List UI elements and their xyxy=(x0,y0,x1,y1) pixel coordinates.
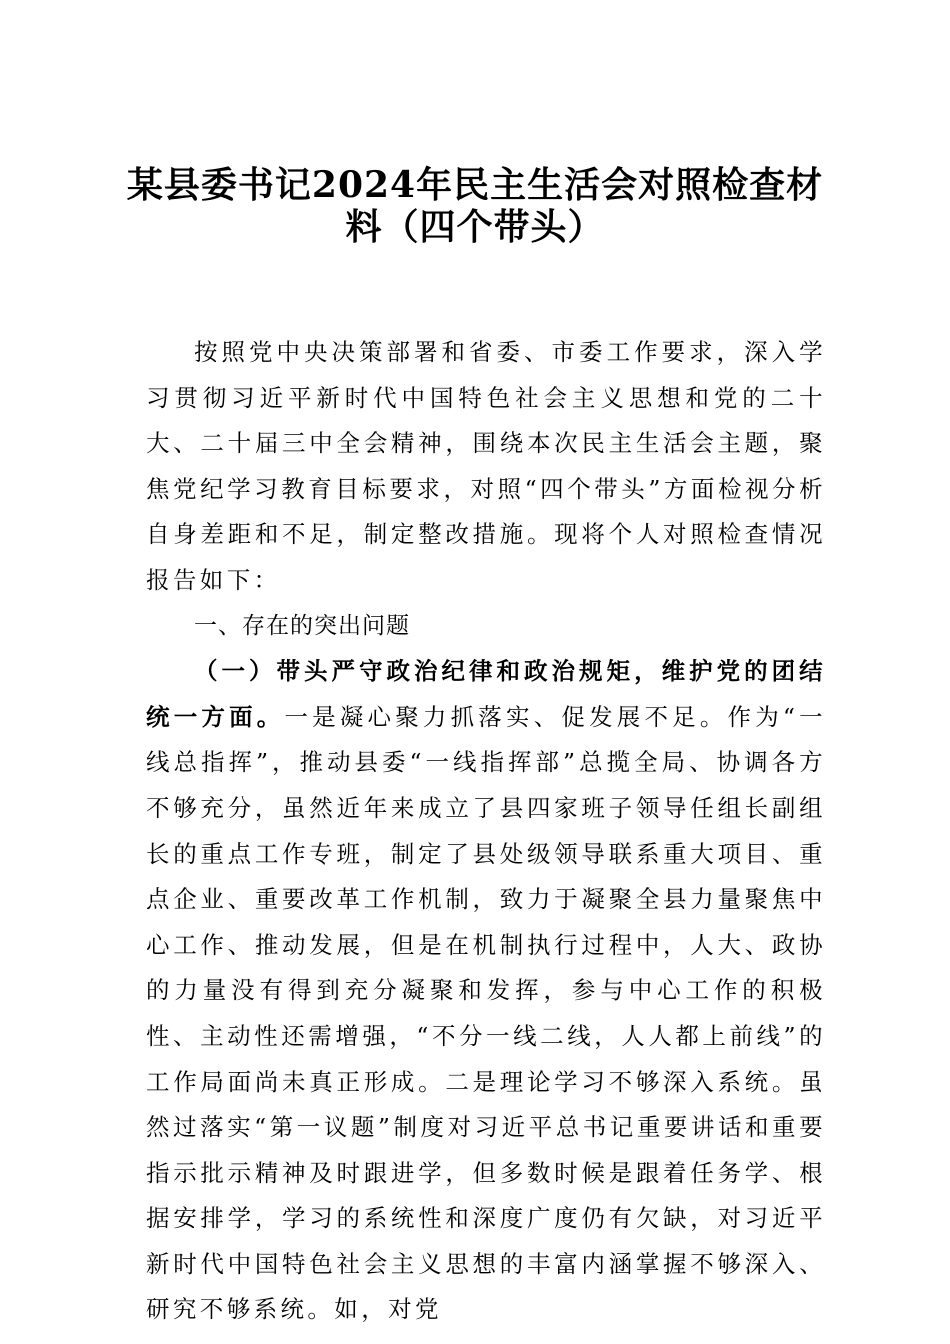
subsection-lead: （一）带头严守政治纪律和政治规矩，维护党的团结统一方面。 xyxy=(146,657,826,731)
subsection-body: 一是凝心聚力抓落实、促发展不足。作为“一线总指挥”，推动县委“一线指挥部”总揽全局、协调各方不够充分，虽然近年来成立了县四家班子领导任组长副组长的重点工作专班，制定了县处级领导联系重大项目、重点企业、重要改革工作机制，致力于凝聚全县力量聚焦中心工作、推动发展，但是在机制执行过程中，人大、政协的力量没有得到充分凝聚和发挥，参与中心工作的积极性、主动性还需增强，“不分一线二线，人人都上前线”的工作局面尚未真正形成。二是理论学习不够深入系统。虽然过落实“第一议题”制度对习近平总书记重要讲话和重要指示批示精神及时跟进学，但多数时候是跟着任务学、根据安排学，学习的系统性和深度广度仍有欠缺，对习近平新时代中国特色社会主义思想的丰富内涵掌握不够深入、研究不够系统。如，对党 xyxy=(146,702,827,1324)
intro-paragraph: 按照党中央决策部署和省委、市委工作要求，深入学习贯彻习近平新时代中国特色社会主义思想和党的二十大、二十届三中全会精神，围绕本次民主生活会主题，聚焦党纪学习教育目标要求，对照“四个带头”方面检视分析自身差距和不足，制定整改措施。现将个人对照检查情况报告如下： xyxy=(146,338,826,594)
document-title-line-2: 料（四个带头） xyxy=(345,206,605,248)
document-body xyxy=(146,330,826,1333)
section-heading: 一、存在的突出问题 xyxy=(194,612,410,639)
document-title-line-1: 某县委书记2024年民主生活会对照检查材 xyxy=(126,164,824,206)
subsection-paragraph xyxy=(146,649,826,1333)
